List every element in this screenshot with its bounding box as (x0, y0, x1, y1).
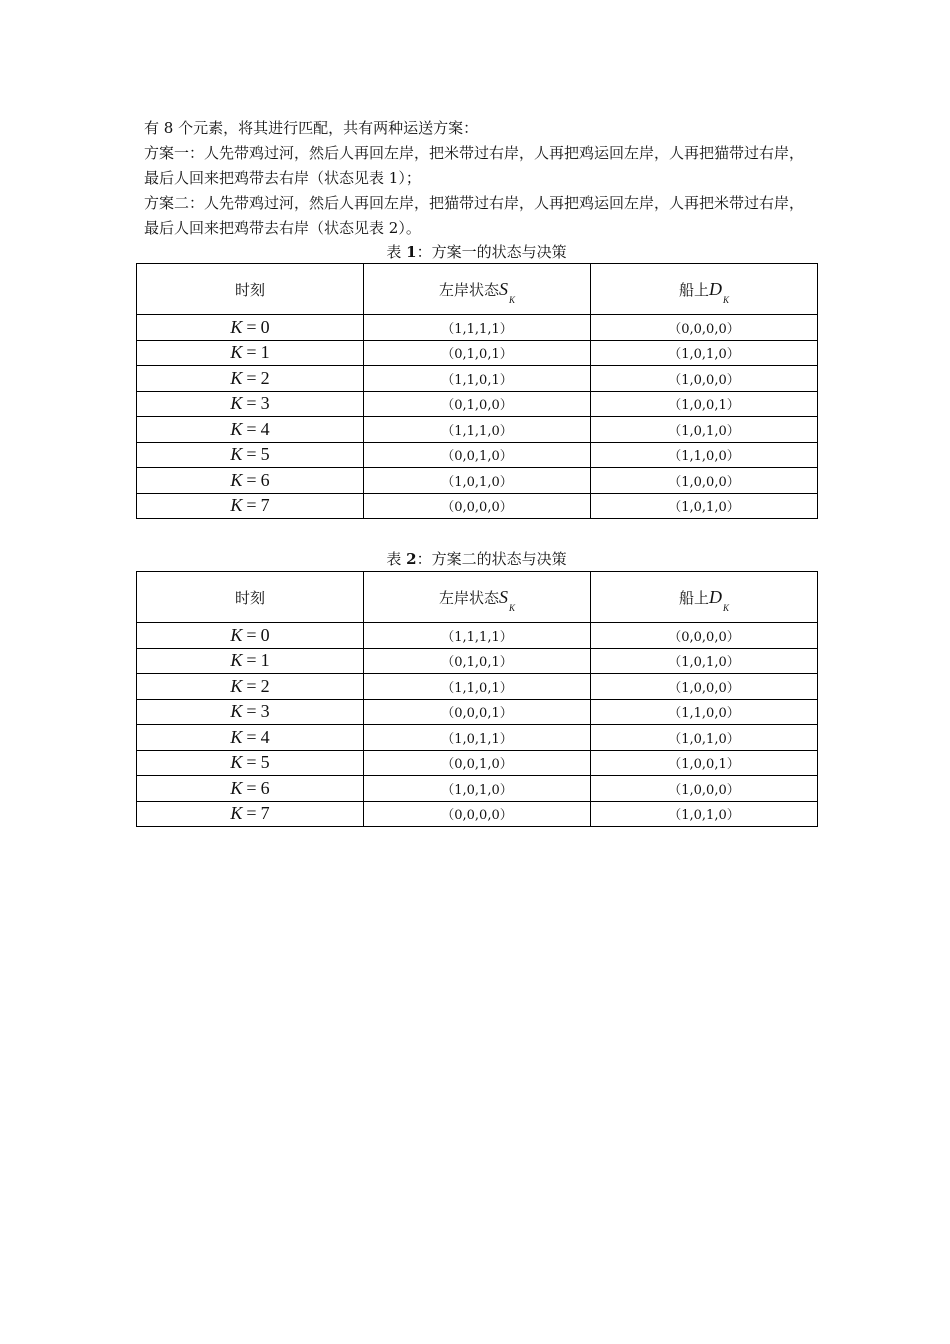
time-cell (137, 750, 364, 776)
table-row (137, 366, 818, 392)
k-value: 4 (260, 726, 270, 747)
boat-decision-cell: （1,1,0,0） (591, 699, 818, 725)
time-cell (137, 366, 364, 392)
table-row (137, 315, 818, 341)
k-equals: = (246, 777, 257, 798)
time-cell (137, 315, 364, 341)
k-equals: = (246, 726, 257, 747)
k-value: 2 (260, 367, 270, 388)
boat-decision-cell: （1,0,0,1） (591, 391, 818, 417)
table-row (137, 648, 818, 674)
time-cell (137, 442, 364, 468)
time-cell (137, 493, 364, 519)
time-cell (137, 699, 364, 725)
intro-line: 有 8 个元素，将其进行匹配，共有两种运送方案： (144, 119, 479, 137)
table-row (137, 725, 818, 751)
k-equals: = (246, 418, 257, 439)
k-value: 6 (260, 777, 270, 798)
table-row (137, 442, 818, 468)
k-value: 2 (260, 675, 270, 696)
left-bank-state-cell: （0,0,0,0） (364, 801, 591, 827)
boat-decision-cell: （1,0,1,0） (591, 417, 818, 443)
k-symbol: K (230, 418, 243, 439)
state-table-1 (136, 263, 818, 519)
boat-decision-cell: （1,0,0,0） (591, 776, 818, 802)
k-value: 7 (260, 495, 270, 516)
left-bank-state-cell: （1,1,0,1） (364, 366, 591, 392)
header-time: 时刻 (137, 264, 364, 315)
boat-decision-cell: （1,0,1,0） (591, 801, 818, 827)
header-boat: 船上$D_K$ (591, 572, 818, 623)
time-cell (137, 468, 364, 494)
state-table-2 (136, 571, 818, 827)
k-symbol: K (230, 803, 243, 824)
k-symbol: K (230, 367, 243, 388)
k-equals: = (246, 803, 257, 824)
header-left-bank: 左岸状态$S_K$ (364, 264, 591, 315)
time-cell (137, 417, 364, 443)
k-equals: = (246, 342, 257, 363)
k-symbol: K (230, 675, 243, 696)
k-value: 3 (260, 701, 270, 722)
k-value: 0 (260, 316, 270, 337)
table-row (137, 493, 818, 519)
left-bank-state-cell: （1,0,1,0） (364, 468, 591, 494)
boat-decision-cell: （1,0,0,0） (591, 366, 818, 392)
table-row (137, 623, 818, 649)
k-value: 5 (260, 444, 270, 465)
k-value: 1 (260, 342, 270, 363)
boat-decision-cell: （1,1,0,0） (591, 442, 818, 468)
table-2-caption: 表 2：方案二的状态与决策 (386, 550, 567, 568)
time-cell (137, 340, 364, 366)
header-time: 时刻 (137, 572, 364, 623)
k-symbol: K (230, 701, 243, 722)
k-symbol: K (230, 624, 243, 645)
k-symbol: K (230, 777, 243, 798)
plan-two-text: 方案二：人先带鸡过河，然后人再回左岸，把猫带过右岸，人再把鸡运回左岸，人再把米带过右岸，最后人回来把鸡带去右岸（状态见表 2）。 (144, 194, 805, 237)
k-value: 4 (260, 418, 270, 439)
k-equals: = (246, 316, 257, 337)
left-bank-state-cell: （0,1,0,1） (364, 648, 591, 674)
left-bank-state-cell: （1,0,1,1） (364, 725, 591, 751)
k-equals: = (246, 701, 257, 722)
boat-decision-cell: （1,0,1,0） (591, 340, 818, 366)
table-row (137, 340, 818, 366)
k-value: 6 (260, 469, 270, 490)
k-symbol: K (230, 316, 243, 337)
table-row (137, 699, 818, 725)
table-row (137, 391, 818, 417)
k-equals: = (246, 675, 257, 696)
k-equals: = (246, 444, 257, 465)
k-equals: = (246, 624, 257, 645)
k-symbol: K (230, 444, 243, 465)
plan-one-text: 方案一：人先带鸡过河，然后人再回左岸，把米带过右岸，人再把鸡运回左岸，人再把猫带过右岸，最后人回来把鸡带去右岸（状态见表 1）； (144, 144, 805, 187)
left-bank-state-cell: （1,0,1,0） (364, 776, 591, 802)
left-bank-state-cell: （0,0,1,0） (364, 442, 591, 468)
left-bank-state-cell: （1,1,1,0） (364, 417, 591, 443)
k-value: 5 (260, 752, 270, 773)
left-bank-state-cell: （1,1,1,1） (364, 623, 591, 649)
k-equals: = (246, 495, 257, 516)
k-equals: = (246, 752, 257, 773)
table-row (137, 750, 818, 776)
header-boat: 船上$D_K$ (591, 264, 818, 315)
time-cell (137, 623, 364, 649)
boat-decision-cell: （0,0,0,0） (591, 315, 818, 341)
left-bank-state-cell: （0,0,1,0） (364, 750, 591, 776)
table-1-caption: 表 1：方案一的状态与决策 (386, 243, 567, 261)
boat-decision-cell: （1,0,0,0） (591, 674, 818, 700)
k-equals: = (246, 650, 257, 671)
k-symbol: K (230, 726, 243, 747)
k-symbol: K (230, 650, 243, 671)
time-cell (137, 391, 364, 417)
boat-decision-cell: （0,0,0,0） (591, 623, 818, 649)
left-bank-state-cell: （0,0,0,1） (364, 699, 591, 725)
k-equals: = (246, 469, 257, 490)
left-bank-state-cell: （1,1,1,1） (364, 315, 591, 341)
boat-decision-cell: （1,0,1,0） (591, 648, 818, 674)
k-value: 0 (260, 624, 270, 645)
left-bank-state-cell: （0,0,0,0） (364, 493, 591, 519)
time-cell (137, 776, 364, 802)
time-cell (137, 648, 364, 674)
k-value: 3 (260, 393, 270, 414)
table-row (137, 674, 818, 700)
time-cell (137, 801, 364, 827)
boat-decision-cell: （1,0,1,0） (591, 725, 818, 751)
k-symbol: K (230, 752, 243, 773)
k-symbol: K (230, 469, 243, 490)
table-row (137, 468, 818, 494)
k-value: 7 (260, 803, 270, 824)
left-bank-state-cell: （0,1,0,0） (364, 391, 591, 417)
left-bank-state-cell: （1,1,0,1） (364, 674, 591, 700)
boat-decision-cell: （1,0,0,1） (591, 750, 818, 776)
k-equals: = (246, 393, 257, 414)
table-row (137, 417, 818, 443)
table-row (137, 801, 818, 827)
k-symbol: K (230, 342, 243, 363)
table-row (137, 776, 818, 802)
boat-decision-cell: （1,0,1,0） (591, 493, 818, 519)
time-cell (137, 725, 364, 751)
k-symbol: K (230, 495, 243, 516)
table-header-row (137, 264, 818, 315)
left-bank-state-cell: （0,1,0,1） (364, 340, 591, 366)
boat-decision-cell: （1,0,0,0） (591, 468, 818, 494)
k-value: 1 (260, 650, 270, 671)
time-cell (137, 674, 364, 700)
k-equals: = (246, 367, 257, 388)
table-header-row (137, 572, 818, 623)
k-symbol: K (230, 393, 243, 414)
header-left-bank: 左岸状态$S_K$ (364, 572, 591, 623)
